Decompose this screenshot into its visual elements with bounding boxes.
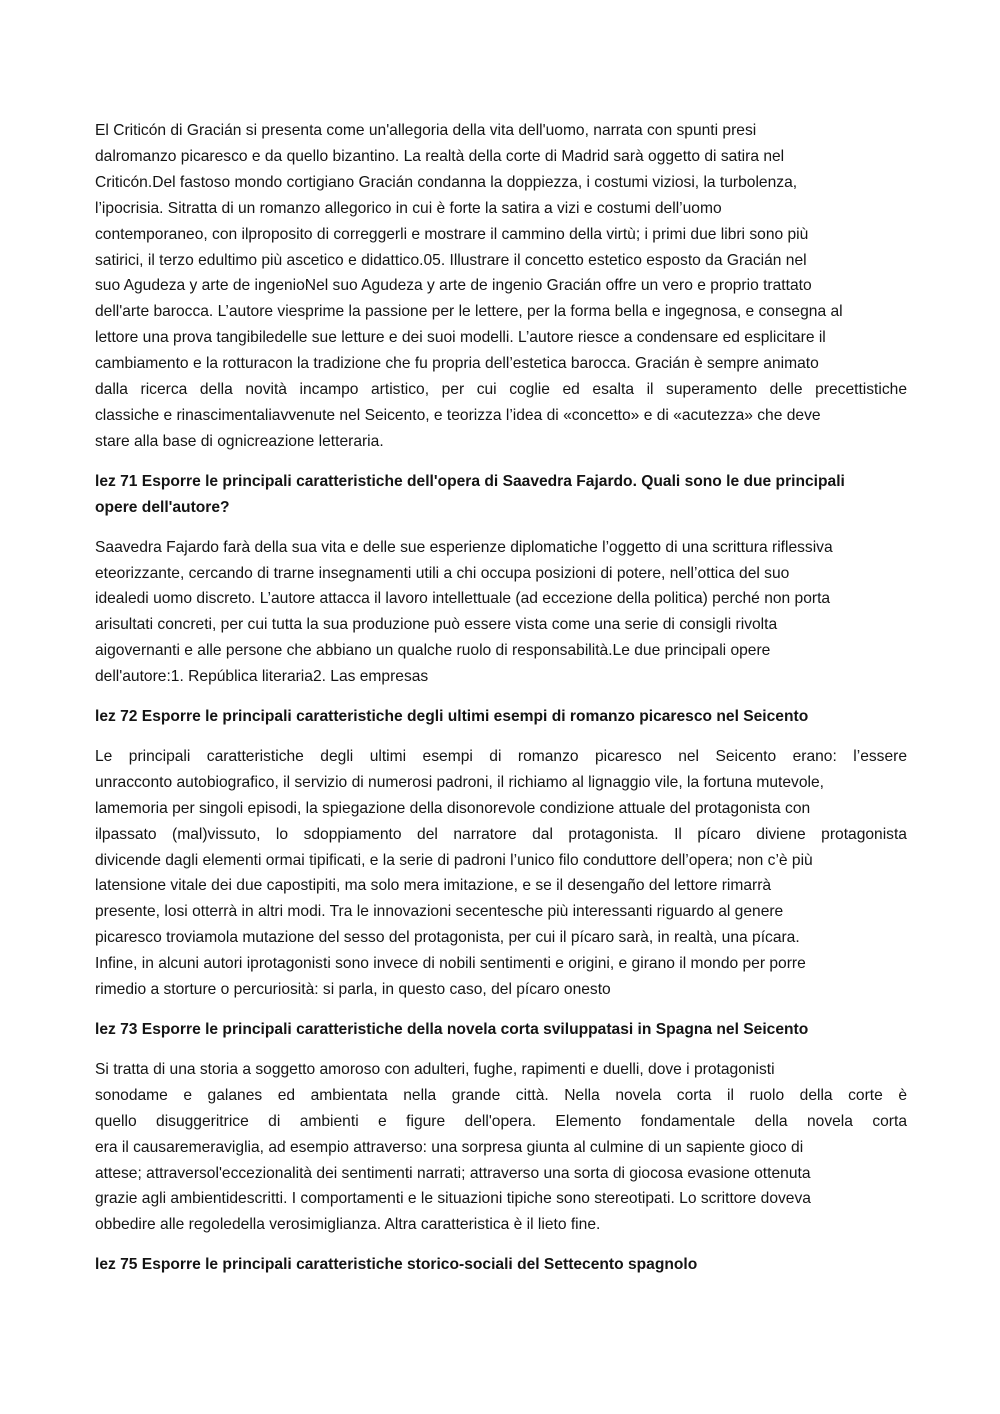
text-line: Le principali caratteristiche degli ultimi esempi di romanzo picaresco nel Seicento erano: l’essere xyxy=(95,747,907,765)
text-line: picaresco troviamola mutazione del sesso del protagonista, per cui il pícaro sarà, in realtà, una pícara. xyxy=(95,929,800,947)
document-body xyxy=(95,118,907,1292)
text-line: cambiamento e la rotturacon la tradizione che fu propria dell’estetica barocca. Gracián è sempre animato xyxy=(95,355,819,373)
heading-line: opere dell'autore? xyxy=(95,498,230,516)
heading-line: lez 72 Esporre le principali caratteristiche degli ultimi esempi di romanzo picaresco nel Seicento xyxy=(95,708,809,726)
text-line: El Criticón di Gracián si presenta come un'allegoria della vita dell'uomo, narrata con spunti presi xyxy=(95,122,757,139)
paragraph-novela-corta xyxy=(95,1057,907,1238)
text-line: suo Agudeza y arte de ingenioNel suo Agudeza y arte de ingenio Gracián offre un vero e proprio trattato xyxy=(95,277,812,295)
heading-lez-71 xyxy=(95,469,907,521)
text-line: Infine, in alcuni autori iprotagonisti sono invece di nobili sentimenti e origini, e girano il mondo per porre xyxy=(95,955,806,973)
text-line: eteorizzante, cercando di trarne insegnamenti utili a chi occupa posizioni di potere, nell’ottica del suo xyxy=(95,564,790,582)
paragraph-saavedra xyxy=(95,535,907,690)
text-line: attese; attraversol'eccezionalità dei sentimenti narrati; attraverso una sorta di giocosa evasione ottenuta xyxy=(95,1164,811,1182)
text-line: lettore una prova tangibiledelle sue letture e dei suoi modelli. L’autore riesce a condensare ed esplicitare il xyxy=(95,329,826,347)
text-line: latensione vitale dei due capostipiti, ma solo mera imitazione, e se il desengaño del lettore rimarrà xyxy=(95,877,772,895)
text-line: quello disuggeritrice di ambienti e figure dell'opera. Elemento fondamentale della novela corta xyxy=(95,1112,907,1130)
text-line: dalla ricerca della novità incampo artistico, per cui coglie ed esalta il superamento delle precettistiche xyxy=(95,381,907,399)
text-line: stare alla base di ognicreazione letteraria. xyxy=(95,432,384,450)
text-line: Saavedra Fajardo farà della sua vita e delle sue esperienze diplomatiche l’oggetto di una scrittura riflessiva xyxy=(95,538,833,556)
heading-lez-72 xyxy=(95,704,907,730)
text-line: dell'arte barocca. L’autore viesprime la passione per le lettere, per la forma bella e ingegnosa, e consegna al xyxy=(95,303,843,321)
text-line: obbedire alle regoledella verosimiglianza. Altra caratteristica è il lieto fine. xyxy=(95,1216,601,1234)
text-line: rimedio a storture o percuriosità: si parla, in questo caso, del pícaro onesto xyxy=(95,981,611,999)
heading-line: lez 73 Esporre le principali caratteristiche della novela corta sviluppatasi in Spagna nel Seicento xyxy=(95,1021,809,1038)
text-line: presente, losi otterrà in altri modi. Tra le innovazioni secentesche più interessanti riguardo al genere xyxy=(95,903,784,921)
text-line: classiche e rinascimentaliavvenute nel Seicento, e teorizza l’idea di «concetto» e di «acutezza» che deve xyxy=(95,406,821,424)
text-line: Si tratta di una storia a soggetto amoroso con adulteri, fughe, rapimenti e duelli, dove i protagonisti xyxy=(95,1060,775,1078)
text-line: l’ipocrisia. Sitratta di un romanzo allegorico in cui è forte la satira a vizi e costumi dell’uomo xyxy=(95,199,722,217)
text-line: aigovernanti e alle persone che abbiano un qualche ruolo di responsabilità.Le due principali opere xyxy=(95,642,771,660)
text-line: era il causaremeraviglia, ad esempio attraverso: una sorpresa giunta al culmine di un sapiente gioco di xyxy=(95,1138,804,1156)
text-line: arisultati concreti, per cui tutta la sua produzione può essere vista come una serie di consigli rivolta xyxy=(95,616,778,634)
text-line: unracconto autobiografico, il servizio di numerosi padroni, il richiamo al lignaggio vile, la fortuna mutevole, xyxy=(95,773,824,791)
text-line: Criticón.Del fastoso mondo cortigiano Gracián condanna la doppiezza, i costumi viziosi, la turbolenza, xyxy=(95,173,798,191)
text-line: sonodame e galanes ed ambientata nella grande città. Nella novela corta il ruolo della corte è xyxy=(95,1086,907,1104)
paragraph-picaresco xyxy=(95,744,907,1003)
heading-line: lez 75 Esporre le principali caratteristiche storico-sociali del Settecento spagnolo xyxy=(95,1256,698,1274)
text-line: grazie agli ambientidescritti. I comportamenti e le situazioni tipiche sono stereotipati. Lo scrittore doveva xyxy=(95,1190,811,1208)
text-line: dell'autore:1. República literaria2. Las empresas xyxy=(95,668,429,686)
text-line: lamemoria per singoli episodi, la spiegazione della disonorevole condizione attuale del protagonista con xyxy=(95,799,811,817)
text-line: contemporaneo, con ilproposito di correggerli e mostrare il cammino della virtù; i primi due libri sono più xyxy=(95,225,809,243)
text-line: divicende dagli elementi ormai tipificati, e la serie di padroni l’unico filo conduttore dell’opera; non c’è più xyxy=(95,851,813,869)
text-line: idealedi uomo discreto. L’autore attacca il lavoro intellettuale (ad eccezione della politica) perché non porta xyxy=(95,590,831,608)
heading-line: lez 71 Esporre le principali caratteristiche dell'opera di Saavedra Fajardo. Quali sono le due principali xyxy=(95,472,845,490)
text-line: satirici, il terzo edultimo più ascetico e didattico.05. Illustrare il concetto estetico esposto da Gracián nel xyxy=(95,251,807,269)
text-line: dalromanzo picaresco e da quello bizantino. La realtà della corte di Madrid sarà oggetto di satira nel xyxy=(95,147,785,165)
heading-lez-73 xyxy=(95,1017,907,1043)
heading-lez-75 xyxy=(95,1252,907,1278)
text-line: ilpassato (mal)vissuto, lo sdoppiamento del narratore dal protagonista. Il pícaro diviene protagonista xyxy=(95,825,907,843)
paragraph-criticon xyxy=(95,118,907,455)
